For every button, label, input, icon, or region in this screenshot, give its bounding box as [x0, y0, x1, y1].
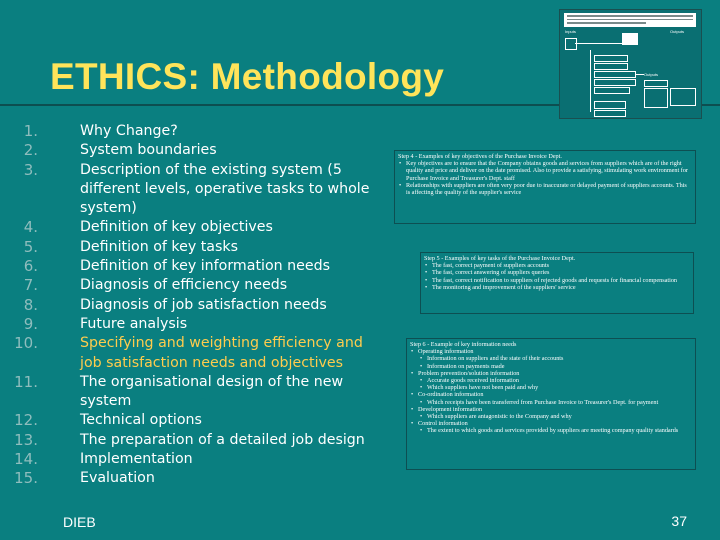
step-text: Definition of key tasks [80, 238, 238, 255]
thumbnail-outputs-label: Outputs [670, 29, 685, 34]
step-number: 6. [23, 257, 38, 276]
info-category [418, 406, 692, 420]
info-item: • Information on payments made [427, 363, 692, 370]
step-item [0, 276, 380, 295]
step-number: 15. [14, 469, 38, 488]
step-number: 2. [23, 141, 38, 160]
step-number: 11. [14, 372, 38, 391]
step-text: Diagnosis of efficiency needs [80, 277, 288, 294]
info-category [418, 391, 692, 405]
step-item [0, 218, 380, 237]
step4-list [398, 160, 692, 196]
step-item [0, 450, 380, 469]
footer-label: DIEB [63, 514, 96, 530]
info-category [418, 370, 692, 392]
step-item [0, 373, 380, 412]
thumbnail-input-box [565, 38, 577, 50]
info-item: • Which suppliers are antagonistic to the Company and why [427, 413, 692, 420]
step-item [0, 238, 380, 257]
step-number: 10. [14, 334, 38, 353]
methodology-step-list [0, 122, 380, 489]
thumbnail-inputs-label: Inputs [565, 29, 576, 34]
step-item [0, 141, 380, 160]
thumbnail-mid-label: Outputs [644, 72, 659, 77]
step-item [0, 257, 380, 276]
step-text: Diagnosis of job satisfaction needs [80, 296, 327, 313]
step-number: 13. [14, 430, 38, 449]
step-text: Description of the existing system (5 different levels, operative tasks to whole system) [80, 161, 370, 217]
step-number: 3. [23, 160, 38, 179]
step-item [0, 411, 380, 430]
step5-title: Step 5 - Examples of key tasks of the Purchase Invoice Dept. [424, 255, 576, 262]
step-text: Implementation [80, 451, 193, 468]
step-text: System boundaries [80, 142, 217, 159]
step6-information-box [406, 338, 696, 470]
step-number: 12. [14, 411, 38, 430]
step-text: Why Change? [80, 123, 178, 139]
step-text: Definition of key objectives [80, 219, 273, 236]
slide-title: ETHICS: Methodology [50, 56, 445, 97]
thumbnail-header [564, 13, 696, 27]
step4-objectives-box [394, 150, 696, 224]
step-item [0, 122, 380, 141]
step-item [0, 161, 380, 219]
step-text: Technical options [80, 412, 202, 429]
step-number: 4. [23, 218, 38, 237]
system-diagram-thumbnail [559, 9, 702, 119]
thumbnail-center-box [622, 33, 638, 45]
info-category [418, 420, 692, 434]
step-item [0, 469, 380, 488]
info-item: • Which receipts have been transferred from Purchase Invoice to Treasurer's Dept. for payment [427, 399, 692, 406]
info-item: • Information on suppliers and the state of their accounts [427, 355, 692, 362]
step-item [0, 334, 380, 373]
step-text: Future analysis [80, 315, 188, 332]
step-text: Specifying and weighting efficiency and job satisfaction needs and objectives [80, 335, 363, 371]
step-text: Definition of key information needs [80, 258, 330, 275]
step-number: 5. [23, 237, 38, 256]
info-category-label: Development information [418, 405, 483, 413]
step6-list [410, 348, 692, 434]
info-category-label: Co-ordination information [418, 391, 484, 399]
step-text: The preparation of a detailed job design [80, 431, 365, 448]
info-item: • Accurate goods received information [427, 377, 692, 384]
step-number: 7. [23, 276, 38, 295]
step-text: The organisational design of the new system [80, 373, 344, 410]
info-category [418, 348, 692, 370]
page-number: 37 [671, 513, 687, 529]
info-item: • Which suppliers have not been paid and why [427, 384, 692, 391]
step5-tasks-box [420, 252, 694, 314]
bullet-item: • Key objectives are to ensure that the Company obtains goods and services from suppliers which are of the right quality and price and deliver on the date promised. Also to provide a satisfying, stimulating work environment for Purchase Invoice and Treasurer's Dept. staff [406, 160, 692, 182]
step-number: 9. [23, 314, 38, 333]
bullet-item: • The fast, correct answering of suppliers queries [432, 269, 690, 276]
info-category-label: Control information [418, 420, 468, 428]
step-number: 1. [23, 122, 38, 140]
step-item [0, 315, 380, 334]
step-number: 14. [14, 450, 38, 469]
bullet-item: • The monitoring and improvement of the suppliers' service [432, 284, 690, 291]
bullet-item: • Relationships with suppliers are often very poor due to inaccurate or delayed payment of suppliers accounts. This is affecting the quality of the supplier's service [406, 182, 692, 196]
info-item: • The extent to which goods and services provided by suppliers are meeting company quality standards [427, 427, 692, 434]
info-category-label: Operating information [418, 348, 474, 356]
step4-title: Step 4 - Examples of key objectives of the Purchase Invoice Dept. [398, 153, 562, 160]
step-text: Evaluation [80, 470, 155, 487]
step-item [0, 296, 380, 315]
bullet-item: • The fast, correct payment of suppliers accounts [432, 262, 690, 269]
step6-title: Step 6 - Example of key information needs [410, 341, 517, 348]
info-category-label: Problem prevention/solution information [418, 369, 520, 377]
step-item [0, 431, 380, 450]
step5-list [424, 262, 690, 291]
bullet-item: • The fast, correct notification to suppliers of rejected goods and requests for financial compensation [432, 277, 690, 284]
step-number: 8. [23, 295, 38, 314]
